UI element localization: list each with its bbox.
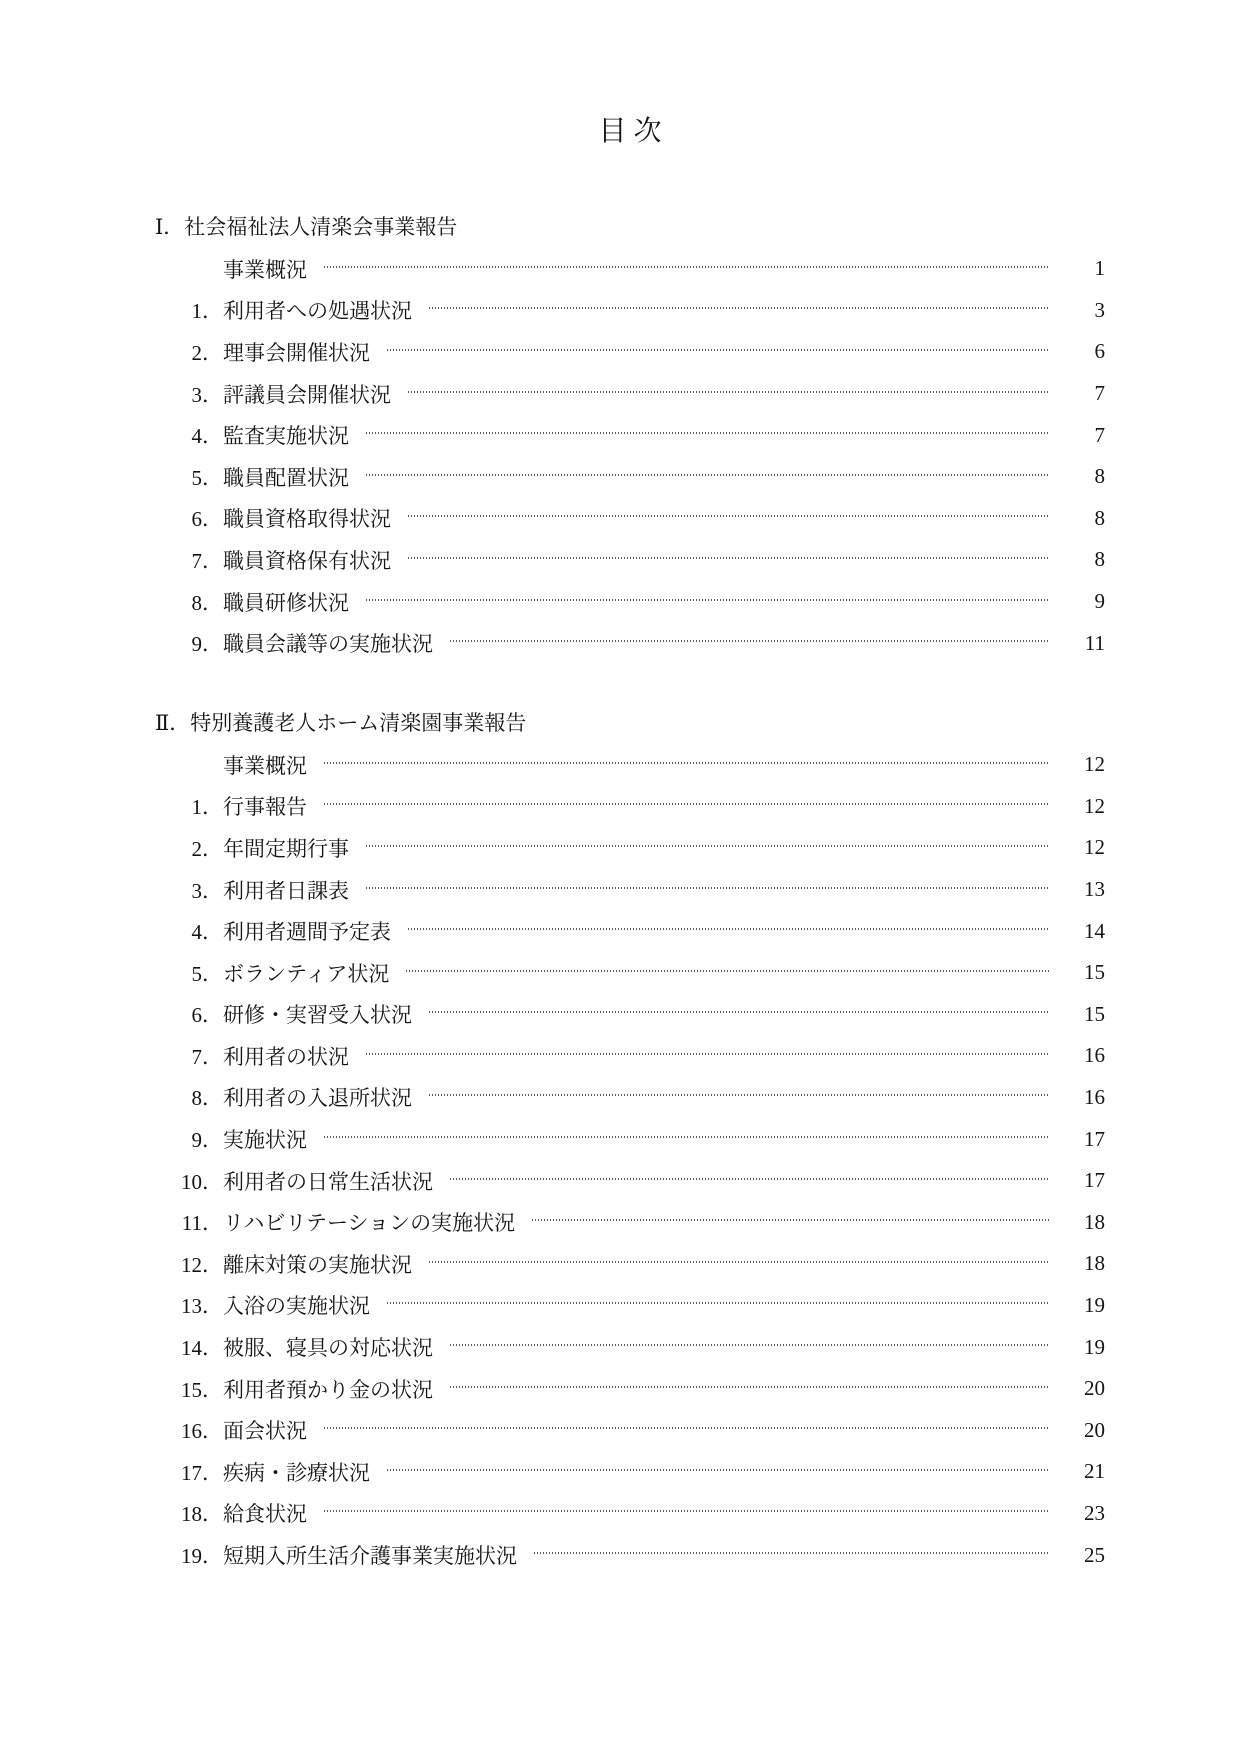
- toc-leader-line: [324, 266, 1049, 268]
- toc-entry-page: 13: [1084, 877, 1105, 902]
- toc-entry-number: 3．: [191, 878, 223, 903]
- toc-entry-title: 研修・実習受入状況: [223, 1003, 412, 1028]
- toc-section: [155, 702, 1105, 1576]
- toc-entry-title: 給食状況: [223, 1502, 307, 1527]
- toc-entry: [155, 248, 1105, 290]
- toc-entry: [155, 456, 1105, 498]
- toc-entry: [155, 869, 1105, 911]
- toc-entry-number: 5．: [191, 961, 223, 986]
- toc-leader-line: [429, 307, 1049, 309]
- toc-entry: [155, 1201, 1105, 1243]
- toc-leader-line: [366, 599, 1049, 601]
- toc-leader-line: [324, 803, 1049, 805]
- toc-leader-line: [366, 845, 1049, 847]
- toc-entry-page: 25: [1084, 1542, 1105, 1567]
- toc-entry-number: 10．: [181, 1169, 223, 1194]
- toc-entry: [155, 827, 1105, 869]
- toc-entry: [155, 1368, 1105, 1410]
- toc-entry-number: 2．: [191, 340, 223, 365]
- toc-entry: [155, 786, 1105, 828]
- section-heading: [155, 206, 1105, 248]
- toc-entry-page: 3: [1094, 297, 1105, 322]
- toc-leader-line: [387, 1469, 1049, 1471]
- page-title: 目次: [598, 116, 669, 147]
- toc-entry-title: 利用者への処遇状況: [223, 299, 412, 324]
- toc-entry: [155, 994, 1105, 1036]
- toc-entry-page: 9: [1094, 589, 1105, 614]
- toc-entry-page: 15: [1084, 1001, 1105, 1026]
- toc-entry-number: 9．: [191, 1128, 223, 1153]
- toc-entry-title: 利用者預かり金の状況: [223, 1377, 433, 1402]
- toc-entry-page: 19: [1084, 1334, 1105, 1359]
- toc-leader-line: [324, 1136, 1049, 1138]
- toc-entry-number: 1．: [191, 299, 223, 324]
- toc-entry-page: 12: [1084, 752, 1105, 777]
- toc-entry-page: 17: [1084, 1168, 1105, 1193]
- toc-entry: [155, 1035, 1105, 1077]
- toc-entry-title: 職員研修状況: [223, 590, 349, 615]
- toc-entry: [155, 1077, 1105, 1119]
- toc-leader-line: [366, 474, 1049, 476]
- toc-entry-title: 職員資格取得状況: [223, 507, 391, 532]
- toc-entry-page: 8: [1094, 505, 1105, 530]
- toc-entry-title: 疾病・診療状況: [223, 1460, 370, 1485]
- toc-leader-line: [408, 928, 1049, 930]
- toc-entry: [155, 539, 1105, 581]
- toc-entry-title: リハビリテーションの実施状況: [223, 1211, 516, 1236]
- section-numeral: Ⅰ．: [155, 215, 185, 239]
- toc-entry-number: 1．: [191, 795, 223, 820]
- toc-leader-line: [450, 1178, 1049, 1180]
- toc-entry-title: 利用者の入退所状況: [223, 1086, 412, 1111]
- toc-entry-page: 20: [1084, 1417, 1105, 1442]
- toc-leader-line: [408, 391, 1049, 393]
- toc-entry-page: 6: [1094, 339, 1105, 364]
- toc-entry-title: 行事報告: [223, 795, 307, 820]
- toc-leader-line: [406, 970, 1049, 972]
- toc-leader-line: [324, 762, 1049, 764]
- toc-entry-title: 短期入所生活介護事業実施状況: [223, 1544, 517, 1569]
- toc-section: [155, 206, 1105, 664]
- toc-entry-page: 11: [1084, 630, 1105, 655]
- toc-entry-title: 職員会議等の実施状況: [223, 632, 433, 657]
- toc-entry-page: 20: [1084, 1376, 1105, 1401]
- toc-entry-title: ボランティア状況: [223, 961, 390, 986]
- toc-entry-number: 16．: [181, 1419, 223, 1444]
- toc-entry: [155, 290, 1105, 332]
- toc-entry-number: 9．: [191, 632, 223, 657]
- toc-entry-title: 職員配置状況: [223, 465, 349, 490]
- toc-leader-line: [450, 1344, 1049, 1346]
- toc-entry-title: 理事会開催状況: [223, 340, 370, 365]
- toc-entry-title: 利用者の状況: [223, 1044, 349, 1069]
- toc-entry-title: 評議員会開催状況: [223, 382, 391, 407]
- toc-entry: [155, 414, 1105, 456]
- toc-entry-number: 6．: [191, 507, 223, 532]
- toc-entry: [155, 1326, 1105, 1368]
- toc-entry: [155, 1160, 1105, 1202]
- toc-entry-number: 7．: [191, 1044, 223, 1069]
- toc-entry: [155, 744, 1105, 786]
- toc-entry-number: 8．: [191, 590, 223, 615]
- toc-leader-line: [408, 515, 1049, 517]
- toc-entry: [155, 622, 1105, 664]
- toc-entry-title: 年間定期行事: [223, 836, 349, 861]
- toc-entry: [155, 1118, 1105, 1160]
- toc-leader-line: [429, 1011, 1049, 1013]
- toc-entry-page: 23: [1084, 1500, 1105, 1525]
- toc-entry-page: 16: [1084, 1043, 1105, 1068]
- toc-leader-line: [324, 1510, 1049, 1512]
- toc-leader-line: [408, 557, 1049, 559]
- toc-entry-number: 4．: [191, 424, 223, 449]
- toc-entry-number: 4．: [191, 920, 223, 945]
- toc-entry-page: 1: [1094, 256, 1105, 281]
- toc-leader-line: [429, 1094, 1049, 1096]
- toc-entry: [155, 1493, 1105, 1535]
- toc-leader-line: [429, 1261, 1049, 1263]
- toc-entry: [155, 1451, 1105, 1493]
- toc-list: [155, 744, 1105, 1576]
- toc-entry-number: 19．: [181, 1544, 223, 1569]
- toc-leader-line: [450, 640, 1049, 642]
- section-heading-text: 特別養護老人ホーム清楽園事業報告: [190, 710, 527, 735]
- toc-leader-line: [532, 1219, 1049, 1221]
- toc-entry-title: 事業概況: [223, 753, 307, 778]
- toc-leader-line: [534, 1552, 1049, 1554]
- toc-leader-line: [366, 887, 1049, 889]
- toc-entry-page: 8: [1094, 547, 1105, 572]
- toc-entry: [155, 498, 1105, 540]
- toc-entry: [155, 581, 1105, 623]
- toc-entry-title: 事業概況: [223, 257, 307, 282]
- toc-entry-number: 14．: [181, 1336, 223, 1361]
- toc-entry-number: 12．: [181, 1252, 223, 1277]
- toc-entry-number: 5．: [191, 465, 223, 490]
- toc-entry-page: 14: [1084, 918, 1105, 943]
- toc-entry-page: 21: [1084, 1459, 1105, 1484]
- toc-entry-title: 実施状況: [223, 1128, 307, 1153]
- toc-entry-title: 監査実施状況: [223, 424, 349, 449]
- toc-entry-title: 職員資格保有状況: [223, 548, 391, 573]
- toc-entry: [155, 373, 1105, 415]
- toc-entry-page: 12: [1084, 835, 1105, 860]
- toc-entry-title: 被服、寝具の対応状況: [223, 1336, 433, 1361]
- toc-leader-line: [324, 1427, 1049, 1429]
- toc-entry-number: 11．: [181, 1211, 223, 1236]
- toc-entry-number: 7．: [191, 548, 223, 573]
- toc-entry-number: 15．: [181, 1377, 223, 1402]
- toc-entry-number: 6．: [191, 1003, 223, 1028]
- toc-entry-title: 利用者週間予定表: [223, 920, 391, 945]
- toc-entry-number: 18．: [181, 1502, 223, 1527]
- toc-entry-page: 7: [1094, 422, 1105, 447]
- toc-entry-page: 19: [1084, 1292, 1105, 1317]
- toc-entry-title: 面会状況: [223, 1419, 307, 1444]
- toc-entry-title: 離床対策の実施状況: [223, 1252, 412, 1277]
- toc-entry-page: 18: [1084, 1251, 1105, 1276]
- toc-entry-title: 利用者日課表: [223, 878, 349, 903]
- toc-entry-page: 15: [1084, 960, 1105, 985]
- toc-leader-line: [450, 1386, 1049, 1388]
- toc-entry: [155, 1243, 1105, 1285]
- toc-entry: [155, 1285, 1105, 1327]
- toc-entry-number: 17．: [181, 1460, 223, 1485]
- toc-entry-page: 18: [1084, 1209, 1105, 1234]
- toc-entry: [155, 952, 1105, 994]
- toc-leader-line: [366, 432, 1049, 434]
- toc-entry: [155, 1409, 1105, 1451]
- section-heading: [155, 702, 1105, 744]
- toc-entry-number: 3．: [191, 382, 223, 407]
- toc-entry-number: 13．: [181, 1294, 223, 1319]
- toc-list: [155, 248, 1105, 664]
- toc-sections: [155, 206, 1105, 1576]
- toc-entry-number: 2．: [191, 836, 223, 861]
- toc-entry: [155, 1534, 1105, 1576]
- toc-entry-title: 入浴の実施状況: [223, 1294, 370, 1319]
- section-numeral: Ⅱ．: [155, 710, 191, 735]
- toc-entry-page: 8: [1094, 464, 1105, 489]
- toc-entry: [155, 910, 1105, 952]
- toc-entry-page: 17: [1084, 1126, 1105, 1151]
- toc-entry-page: 7: [1094, 381, 1105, 406]
- toc-entry-number: 8．: [191, 1086, 223, 1111]
- toc-entry-page: 12: [1084, 793, 1105, 818]
- toc-entry: [155, 331, 1105, 373]
- toc-entry-page: 16: [1084, 1084, 1105, 1109]
- toc-leader-line: [366, 1053, 1049, 1055]
- toc-entry-title: 利用者の日常生活状況: [223, 1169, 433, 1194]
- section-heading-text: 社会福祉法人清楽会事業報告: [184, 215, 458, 239]
- toc-leader-line: [387, 349, 1049, 351]
- toc-leader-line: [387, 1302, 1049, 1304]
